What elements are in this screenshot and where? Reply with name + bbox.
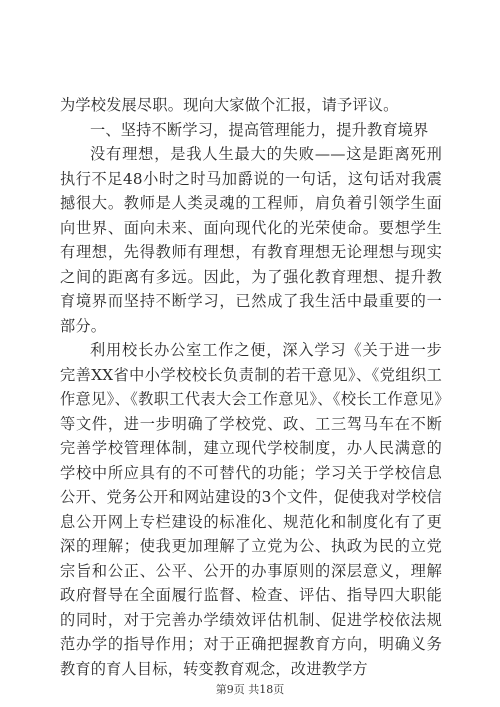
- paragraph-ideals: 没有理想，是我人生最大的失败——这是距离死刑执行不足48小时之时马加爵说的一句话，这句话对我震撼很大。教师是人类灵魂的工程师，肩负着引领学生面向世界、面向未来、面向现代化的光荣使命。要想学生有理想，先得教师有理想，有教育理想无论理想与现实之间的距离有多远。因此，为了强化教育理想、提升教育境界而坚持不断学习，已然成了我生活中最重要的一部分。: [60, 145, 442, 335]
- page-number-footer: 第9页 共18页: [215, 683, 285, 696]
- section-heading: 一、坚持不断学习，提高管理能力，提升教育境界: [90, 120, 429, 139]
- paragraph-study: 利用校长办公室工作之便，深入学习《关于进一步完善XX省中小学校校长负责制的若干意见》、《党组织工作意见》、《教职工代表大会工作意见》、《校长工作意见》等文件，进一步明确了学校党、政、工三驾马车在不断完善学校管理体制，建立现代学校制度，办人民满意的学校中所应具有的不可替代的功能；学习关于学校信息公开、党务公开和网站建设的3个文件，促使我对学校信息公开网上专栏建设的标准化、规范化和制度化有了更深的理解；使我更加理解了立党为公、执政为民的立党宗旨和公正、公平、公开的办事原则的深层意义，理解政府督导在全面履行监督、检查、评估、指导四大职能的同时，对于完善办学绩效评估机制、促进学校依法规范办学的指导作用；对于正确把握教育方向，明确义务教育的育人目标，转变教育观念，改进教学方: [60, 341, 442, 678]
- paragraph-closing-sentence: 为学校发展尽职。现向大家做个汇报，请予评议。: [60, 96, 399, 114]
- document-body: [60, 93, 442, 681]
